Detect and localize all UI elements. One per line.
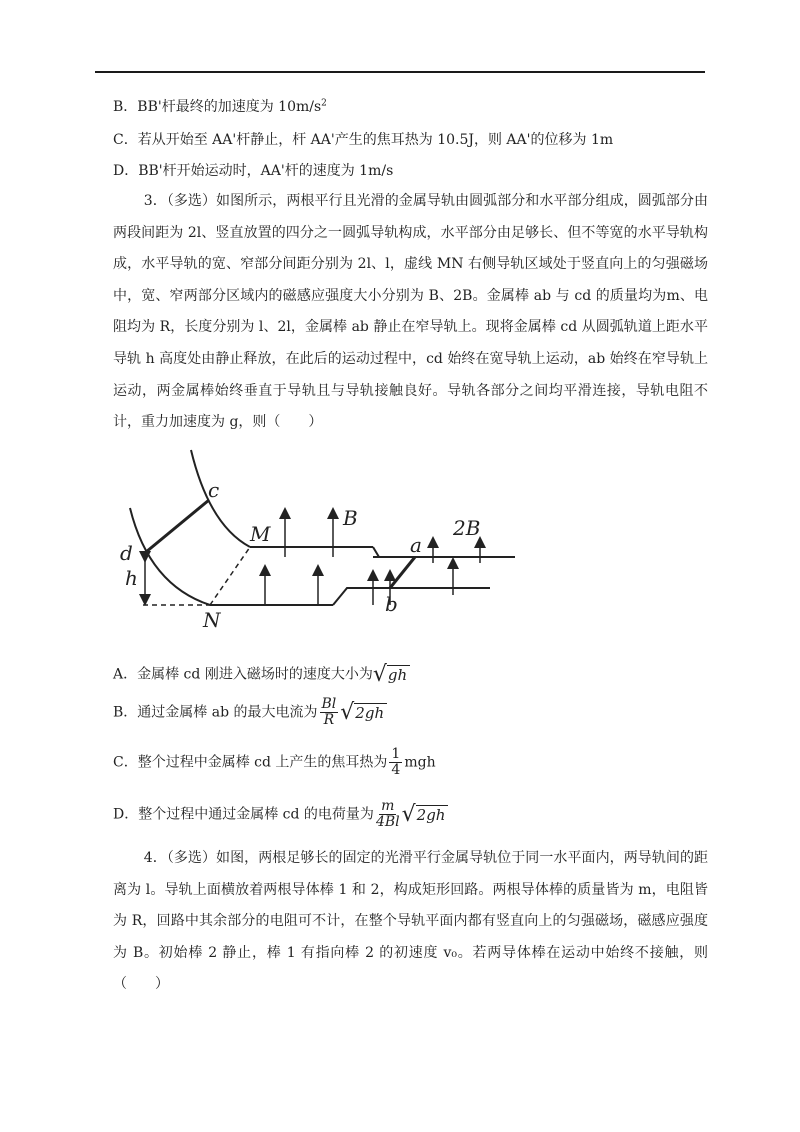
- label-b-field: B: [343, 506, 358, 530]
- label-b-rod: b: [385, 592, 398, 616]
- q3-stem: 3．（多选）如图所示，两根平行且光滑的金属导轨由圆弧部分和水平部分组成，圆弧部分由两段间距为 2l、竖直放置的四分之一圆弧导轨构成，水平部分由足够长、但不等宽的水平导轨构成，水平导轨的宽、窄部分间距分别为 2l、l，虚线 MN 右侧导轨区域处于竖直向上的匀强磁场中，宽、窄两部分区域内的磁感应强度大小分别为 B、2B。金属棒 ab 与 cd 的质量均为m、电阻均为 R，长度分别为 l、2l，金属棒 ab 静止在窄导轨上。现将金属棒 cd 从圆弧轨道上距水平导轨 h 高度处由静止释放，在此后的运动过程中，cd 始终在宽导轨上运动，ab 始终在窄导轨上运动，两金属棒始终垂直于导轨且与导轨接触良好。导轨各部分之间均平滑连接，导轨电阻不计，重力加速度为 g，则（ ）: [113, 193, 708, 431]
- q3-option-a: A．金属棒 cd 刚进入磁场时的速度大小为√gh: [113, 662, 410, 687]
- label-h: h: [125, 566, 138, 590]
- q3-option-b: B．通过金属棒 ab 的最大电流为 $\frac{Bl}{R}$ √2gh: [113, 697, 387, 728]
- label-c: c: [208, 478, 220, 502]
- rod-cd: [146, 500, 209, 552]
- q3-option-d: D．整个过程中通过金属棒 cd 的电荷量为 $\frac{m}{4Bl}$ √2gh: [113, 799, 448, 830]
- label-a: a: [410, 533, 422, 557]
- prev-option-b: B．BB'杆最终的加速度为 $10m/s^2$: [113, 98, 327, 115]
- header-rule: [95, 71, 705, 73]
- label-m: M: [250, 522, 271, 546]
- rod-ab: [390, 557, 415, 588]
- prev-option-c: C．若从开始至 AA'杆静止，杆 AA'产生的焦耳热为 10.5J，则 AA'的位移为 1m: [113, 132, 614, 148]
- prev-option-d: D．BB'杆开始运动时，AA'杆的速度为 1m/s: [113, 163, 394, 179]
- q3-option-c: C．整个过程中金属棒 cd 上产生的焦耳热为 $\frac{1}{4}$ mgh: [113, 746, 436, 778]
- lower-rail-step: [333, 588, 490, 605]
- q4-stem: 4．（多选）如图，两根足够长的固定的光滑平行金属导轨位于同一水平面内，两导轨间的距离为 l。导轨上面横放着两根导体棒 1 和 2，构成矩形回路。两根导体棒的质量皆为 m，电阻皆为 R，回路中其余部分的电阻可不计，在整个导轨平面内都有竖直向上的匀强磁场，磁感应强度为 B。初始棒 2 静止，棒 1 有指向棒 2 的初速度 v₀。若两导体棒在运动中始终不接触，则（ ）: [113, 850, 708, 993]
- label-n: N: [203, 608, 221, 632]
- boundary-mn: [210, 547, 250, 605]
- outer-arc-rail: [191, 450, 250, 547]
- inner-arc-rail: [130, 508, 210, 605]
- q3-figure: [115, 445, 525, 635]
- label-2b-field: 2B: [453, 516, 481, 540]
- label-d: d: [120, 541, 133, 565]
